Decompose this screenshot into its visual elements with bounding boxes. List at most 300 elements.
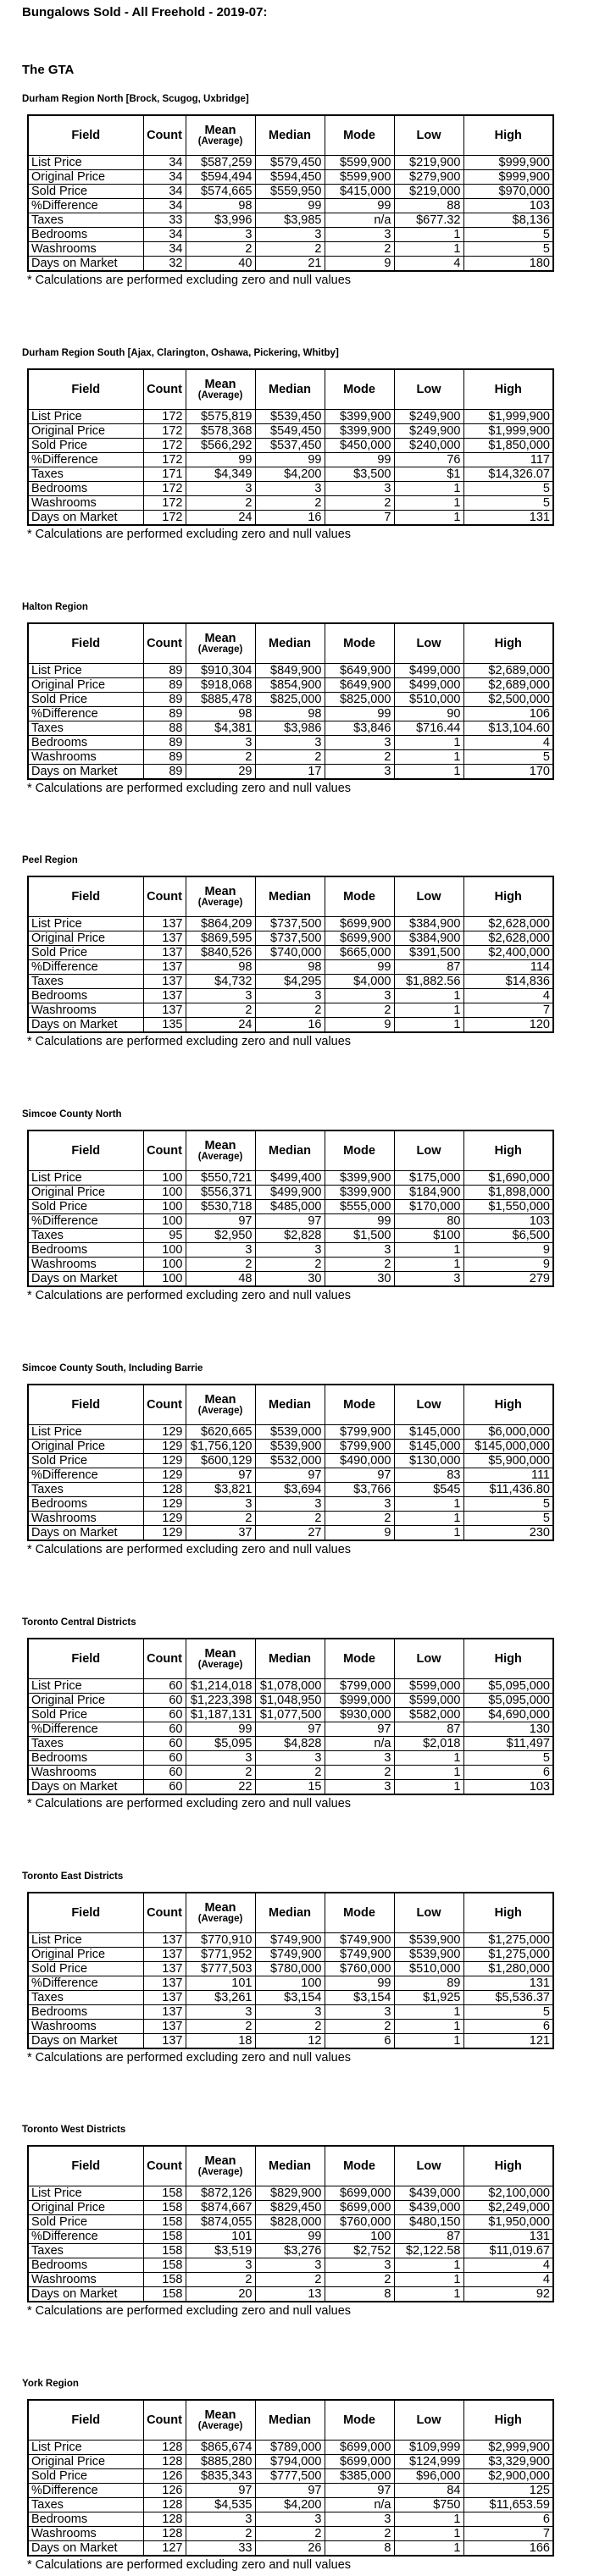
table-cell: $865,674: [186, 2441, 255, 2455]
table-cell: $677.32: [394, 213, 463, 228]
table-cell: 131: [463, 511, 553, 526]
table-cell: 2: [255, 750, 325, 765]
table-row: [28, 2455, 553, 2469]
table-cell: $749,900: [255, 1948, 325, 1962]
table-cell: $4,381: [186, 721, 255, 736]
table-row: [28, 2020, 553, 2034]
table-cell: 1: [394, 750, 463, 765]
table-cell: 3: [186, 736, 255, 750]
column-header-high: High: [463, 1385, 553, 1425]
table-row: [28, 1526, 553, 1541]
table-row: [28, 156, 553, 170]
mean-header-sublabel: (Average): [197, 644, 243, 655]
row-label: Sold Price: [28, 1200, 143, 1214]
table-cell: 6: [463, 2020, 553, 2034]
header-row: [28, 1385, 553, 1425]
row-label: Sold Price: [28, 1708, 143, 1722]
table-cell: 131: [463, 1976, 553, 1991]
column-header-count: Count: [143, 2400, 186, 2441]
region-section: [22, 2123, 598, 2319]
table-cell: $854,900: [255, 678, 325, 693]
table-cell: $13,104.60: [463, 721, 553, 736]
table-cell: 172: [143, 482, 186, 496]
table-cell: 16: [255, 1018, 325, 1033]
table-row: [28, 453, 553, 467]
table-cell: 158: [143, 2273, 186, 2287]
table-cell: 5: [463, 2005, 553, 2020]
table-cell: $2,752: [325, 2244, 394, 2258]
table-cell: 33: [143, 213, 186, 228]
table-row: [28, 1991, 553, 2005]
table-cell: $96,000: [394, 2469, 463, 2484]
table-cell: $872,126: [186, 2186, 255, 2201]
table-cell: 87: [394, 960, 463, 975]
table-row: [28, 1229, 553, 1243]
table-cell: $145,000: [394, 1440, 463, 1454]
mean-header-label: Mean: [204, 377, 236, 391]
table-cell: 97: [255, 1214, 325, 1229]
column-header-count: Count: [143, 115, 186, 156]
table-cell: 166: [463, 2541, 553, 2557]
stats-table: [27, 2145, 554, 2302]
table-row: [28, 1454, 553, 1468]
table-cell: 1: [394, 2005, 463, 2020]
table-cell: 8: [325, 2541, 394, 2557]
stats-table: [27, 876, 554, 1033]
row-label: Sold Price: [28, 1454, 143, 1468]
table-cell: $6,500: [463, 1229, 553, 1243]
table-cell: 22: [186, 1780, 255, 1795]
table-row: [28, 511, 553, 526]
table-cell: n/a: [325, 213, 394, 228]
calculation-note: * Calculations are performed excluding zero and null values: [27, 1543, 352, 1556]
row-label: Sold Price: [28, 439, 143, 453]
table-cell: 1: [394, 765, 463, 780]
table-cell: 126: [143, 2484, 186, 2498]
table-cell: $490,000: [325, 1454, 394, 1468]
table-cell: $1,500: [325, 1229, 394, 1243]
table-cell: $399,900: [325, 1186, 394, 1200]
table-cell: $559,950: [255, 185, 325, 199]
table-cell: $737,500: [255, 917, 325, 931]
table-cell: 2: [325, 1766, 394, 1780]
table-cell: 90: [394, 707, 463, 721]
table-cell: n/a: [325, 2498, 394, 2512]
table-cell: $849,900: [255, 664, 325, 678]
table-row: [28, 1766, 553, 1780]
row-label: Days on Market: [28, 1780, 143, 1795]
table-cell: 9: [325, 1526, 394, 1541]
table-cell: 120: [463, 1018, 553, 1033]
table-cell: 48: [186, 1272, 255, 1287]
row-label: List Price: [28, 1679, 143, 1694]
table-cell: $130,000: [394, 1454, 463, 1468]
table-row: [28, 2273, 553, 2287]
table-cell: 6: [325, 2034, 394, 2049]
table-cell: $2,400,000: [463, 946, 553, 960]
table-row: [28, 1708, 553, 1722]
table-cell: $5,900,000: [463, 1454, 553, 1468]
table-cell: $384,900: [394, 917, 463, 931]
stats-table: [27, 114, 554, 272]
stats-table: [27, 1638, 554, 1795]
column-header-mode: Mode: [325, 2146, 394, 2186]
mean-header-sublabel: (Average): [197, 390, 243, 401]
table-row: [28, 1962, 553, 1976]
table-row: [28, 1976, 553, 1991]
table-cell: 137: [143, 1976, 186, 1991]
table-cell: 1: [394, 228, 463, 242]
row-label: Bedrooms: [28, 482, 143, 496]
row-label: Bedrooms: [28, 989, 143, 1003]
table-cell: $4,200: [255, 2498, 325, 2512]
column-header-mode: Mode: [325, 1385, 394, 1425]
column-header-low: Low: [394, 115, 463, 156]
table-cell: 117: [463, 453, 553, 467]
table-cell: 3: [325, 1780, 394, 1795]
column-header-count: Count: [143, 623, 186, 664]
table-cell: $620,665: [186, 1425, 255, 1440]
table-cell: $384,900: [394, 931, 463, 946]
row-label: List Price: [28, 2186, 143, 2201]
table-cell: 32: [143, 257, 186, 272]
header-row: [28, 2146, 553, 2186]
table-row: [28, 1171, 553, 1186]
table-cell: 1: [394, 1018, 463, 1033]
table-cell: 29: [186, 765, 255, 780]
table-row: [28, 2244, 553, 2258]
column-header-mean: [186, 2146, 255, 2186]
table-cell: 3: [325, 482, 394, 496]
table-cell: 103: [463, 1780, 553, 1795]
region-section: [22, 1108, 598, 1303]
table-cell: 4: [394, 257, 463, 272]
row-label: Taxes: [28, 975, 143, 989]
row-label: Washrooms: [28, 750, 143, 765]
table-cell: $8,136: [463, 213, 553, 228]
column-header-low: Low: [394, 1639, 463, 1679]
table-row: [28, 2441, 553, 2455]
table-cell: 2: [255, 2020, 325, 2034]
table-row: [28, 960, 553, 975]
table-cell: $2,249,000: [463, 2201, 553, 2215]
table-cell: 1: [394, 1526, 463, 1541]
table-cell: $510,000: [394, 1962, 463, 1976]
mean-header-sublabel: (Average): [197, 1405, 243, 1416]
table-cell: $749,900: [325, 1948, 394, 1962]
table-cell: 5: [463, 1512, 553, 1526]
table-cell: 129: [143, 1512, 186, 1526]
column-header-median: Median: [255, 1893, 325, 1933]
header-row: [28, 1639, 553, 1679]
table-cell: 137: [143, 1003, 186, 1018]
table-cell: $1: [394, 467, 463, 482]
table-cell: $885,280: [186, 2455, 255, 2469]
table-cell: $485,000: [255, 1200, 325, 1214]
table-cell: 158: [143, 2287, 186, 2302]
table-cell: $999,900: [463, 170, 553, 185]
column-header-median: Median: [255, 623, 325, 664]
column-header-mean: [186, 1639, 255, 1679]
table-cell: $3,846: [325, 721, 394, 736]
table-row: [28, 2287, 553, 2302]
table-row: [28, 1018, 553, 1033]
row-label: Sold Price: [28, 185, 143, 199]
table-cell: $219,900: [394, 156, 463, 170]
table-cell: $550,721: [186, 1171, 255, 1186]
table-cell: 128: [143, 2498, 186, 2512]
table-cell: 9: [463, 1243, 553, 1258]
table-cell: 98: [186, 960, 255, 975]
table-cell: 137: [143, 2005, 186, 2020]
table-cell: 2: [186, 2273, 255, 2287]
column-header-high: High: [463, 1130, 553, 1171]
table-cell: 172: [143, 410, 186, 424]
table-cell: $1,078,000: [255, 1679, 325, 1694]
table-cell: $2,100,000: [463, 2186, 553, 2201]
table-cell: 5: [463, 242, 553, 257]
mean-header-sublabel: (Average): [197, 2420, 243, 2431]
region-title: Toronto West Districts: [22, 2125, 126, 2135]
table-cell: 87: [394, 2230, 463, 2244]
table-cell: 99: [186, 453, 255, 467]
column-header-high: High: [463, 369, 553, 410]
table-cell: $100: [394, 1229, 463, 1243]
table-cell: $1,550,000: [463, 1200, 553, 1214]
table-cell: $771,952: [186, 1948, 255, 1962]
table-cell: 4: [463, 989, 553, 1003]
table-cell: 137: [143, 931, 186, 946]
column-header-low: Low: [394, 1893, 463, 1933]
table-cell: $539,450: [255, 410, 325, 424]
table-cell: 2: [186, 750, 255, 765]
table-cell: $575,819: [186, 410, 255, 424]
table-cell: $545: [394, 1483, 463, 1497]
table-cell: $2,900,000: [463, 2469, 553, 2484]
column-header-field: Field: [28, 1130, 143, 1171]
table-cell: 2: [325, 2020, 394, 2034]
table-cell: $175,000: [394, 1171, 463, 1186]
table-row: [28, 1272, 553, 1287]
row-label: Taxes: [28, 2244, 143, 2258]
table-cell: 9: [325, 1018, 394, 1033]
table-cell: 5: [463, 228, 553, 242]
table-cell: 98: [186, 199, 255, 213]
table-cell: $750: [394, 2498, 463, 2512]
table-cell: 13: [255, 2287, 325, 2302]
table-cell: $579,450: [255, 156, 325, 170]
table-cell: $219,000: [394, 185, 463, 199]
column-header-median: Median: [255, 369, 325, 410]
table-cell: $11,019.67: [463, 2244, 553, 2258]
table-cell: $530,718: [186, 1200, 255, 1214]
table-row: [28, 228, 553, 242]
table-cell: 3: [255, 989, 325, 1003]
table-cell: 98: [186, 707, 255, 721]
column-header-field: Field: [28, 876, 143, 917]
table-cell: 3: [325, 1497, 394, 1512]
table-row: [28, 1933, 553, 1948]
table-cell: $599,900: [325, 170, 394, 185]
table-cell: 2: [325, 2273, 394, 2287]
row-label: Washrooms: [28, 1003, 143, 1018]
header-row: [28, 623, 553, 664]
table-cell: $1,850,000: [463, 439, 553, 453]
table-row: [28, 917, 553, 931]
report-subtitle: The GTA: [22, 63, 75, 77]
table-cell: 129: [143, 1497, 186, 1512]
column-header-mean: [186, 1130, 255, 1171]
table-row: [28, 1440, 553, 1454]
table-cell: 2: [186, 1258, 255, 1272]
table-cell: 5: [463, 1751, 553, 1766]
row-label: Sold Price: [28, 946, 143, 960]
table-cell: $4,535: [186, 2498, 255, 2512]
table-cell: $4,732: [186, 975, 255, 989]
table-cell: 2: [255, 2273, 325, 2287]
table-cell: 180: [463, 257, 553, 272]
table-cell: 99: [255, 453, 325, 467]
table-row: [28, 678, 553, 693]
table-cell: 60: [143, 1694, 186, 1708]
table-cell: n/a: [325, 1737, 394, 1751]
table-cell: $874,055: [186, 2215, 255, 2230]
table-cell: $385,000: [325, 2469, 394, 2484]
table-cell: 4: [463, 736, 553, 750]
table-cell: $4,690,000: [463, 1708, 553, 1722]
table-cell: $249,900: [394, 410, 463, 424]
table-cell: 1: [394, 496, 463, 511]
row-label: Taxes: [28, 1229, 143, 1243]
table-row: [28, 2186, 553, 2201]
table-cell: 103: [463, 1214, 553, 1229]
table-cell: 100: [143, 1186, 186, 1200]
table-cell: 126: [143, 2469, 186, 2484]
row-label: Bedrooms: [28, 228, 143, 242]
table-cell: $737,500: [255, 931, 325, 946]
table-row: [28, 1948, 553, 1962]
table-cell: 7: [463, 1003, 553, 1018]
header-row: [28, 115, 553, 156]
table-cell: 24: [186, 511, 255, 526]
table-cell: $829,450: [255, 2201, 325, 2215]
mean-header-sublabel: (Average): [197, 1913, 243, 1924]
table-cell: 97: [186, 1468, 255, 1483]
table-cell: 158: [143, 2230, 186, 2244]
table-cell: 7: [463, 2527, 553, 2541]
table-cell: $11,436.80: [463, 1483, 553, 1497]
table-cell: 89: [143, 765, 186, 780]
table-cell: 3: [255, 482, 325, 496]
table-cell: $109,999: [394, 2441, 463, 2455]
table-cell: $499,000: [394, 664, 463, 678]
table-cell: $699,900: [325, 931, 394, 946]
table-row: [28, 1200, 553, 1214]
table-cell: 3: [325, 765, 394, 780]
table-cell: 3: [325, 2005, 394, 2020]
table-cell: 137: [143, 1948, 186, 1962]
table-cell: 131: [463, 2230, 553, 2244]
table-cell: 5: [463, 750, 553, 765]
region-section: [22, 854, 598, 1049]
row-label: Days on Market: [28, 511, 143, 526]
table-cell: 2: [255, 242, 325, 257]
stats-table: [27, 622, 554, 780]
table-cell: 40: [186, 257, 255, 272]
table-cell: $480,150: [394, 2215, 463, 2230]
row-label: List Price: [28, 1425, 143, 1440]
table-cell: 100: [255, 1976, 325, 1991]
table-cell: 106: [463, 707, 553, 721]
column-header-count: Count: [143, 369, 186, 410]
table-cell: 34: [143, 242, 186, 257]
table-cell: 137: [143, 989, 186, 1003]
table-cell: $574,665: [186, 185, 255, 199]
table-cell: 97: [186, 1214, 255, 1229]
table-cell: $240,000: [394, 439, 463, 453]
row-label: Bedrooms: [28, 1497, 143, 1512]
mean-header-label: Mean: [204, 2407, 236, 2422]
table-row: [28, 2005, 553, 2020]
column-header-low: Low: [394, 876, 463, 917]
table-cell: $828,000: [255, 2215, 325, 2230]
table-cell: $1,077,500: [255, 1708, 325, 1722]
table-cell: 3: [325, 2258, 394, 2273]
row-label: Original Price: [28, 2455, 143, 2469]
table-row: [28, 2215, 553, 2230]
table-cell: $3,261: [186, 1991, 255, 2005]
table-cell: 172: [143, 511, 186, 526]
table-cell: 135: [143, 1018, 186, 1033]
table-cell: $4,000: [325, 975, 394, 989]
table-cell: 137: [143, 960, 186, 975]
table-cell: $600,129: [186, 1454, 255, 1468]
table-row: [28, 989, 553, 1003]
table-cell: 92: [463, 2287, 553, 2302]
table-cell: 30: [255, 1272, 325, 1287]
table-cell: $450,000: [325, 439, 394, 453]
table-cell: 3: [255, 2005, 325, 2020]
row-label: Days on Market: [28, 1272, 143, 1287]
table-cell: 60: [143, 1737, 186, 1751]
table-row: [28, 721, 553, 736]
table-cell: 4: [463, 2258, 553, 2273]
table-cell: 2: [255, 1258, 325, 1272]
row-label: %Difference: [28, 960, 143, 975]
column-header-high: High: [463, 623, 553, 664]
table-cell: 2: [325, 2527, 394, 2541]
table-cell: 98: [255, 707, 325, 721]
calculation-note: * Calculations are performed excluding zero and null values: [27, 274, 352, 287]
table-cell: 125: [463, 2484, 553, 2498]
table-cell: 87: [394, 1722, 463, 1737]
table-cell: $399,900: [325, 1171, 394, 1186]
table-cell: 4: [463, 2273, 553, 2287]
column-header-field: Field: [28, 115, 143, 156]
table-cell: $2,018: [394, 1737, 463, 1751]
table-cell: $1,187,131: [186, 1708, 255, 1722]
table-cell: 137: [143, 1933, 186, 1948]
table-cell: $532,000: [255, 1454, 325, 1468]
row-label: %Difference: [28, 1722, 143, 1737]
table-cell: $799,900: [325, 1425, 394, 1440]
table-cell: $599,000: [394, 1679, 463, 1694]
table-row: [28, 257, 553, 272]
table-cell: $1,999,900: [463, 424, 553, 439]
table-cell: 2: [186, 1003, 255, 1018]
table-cell: 137: [143, 975, 186, 989]
table-row: [28, 424, 553, 439]
